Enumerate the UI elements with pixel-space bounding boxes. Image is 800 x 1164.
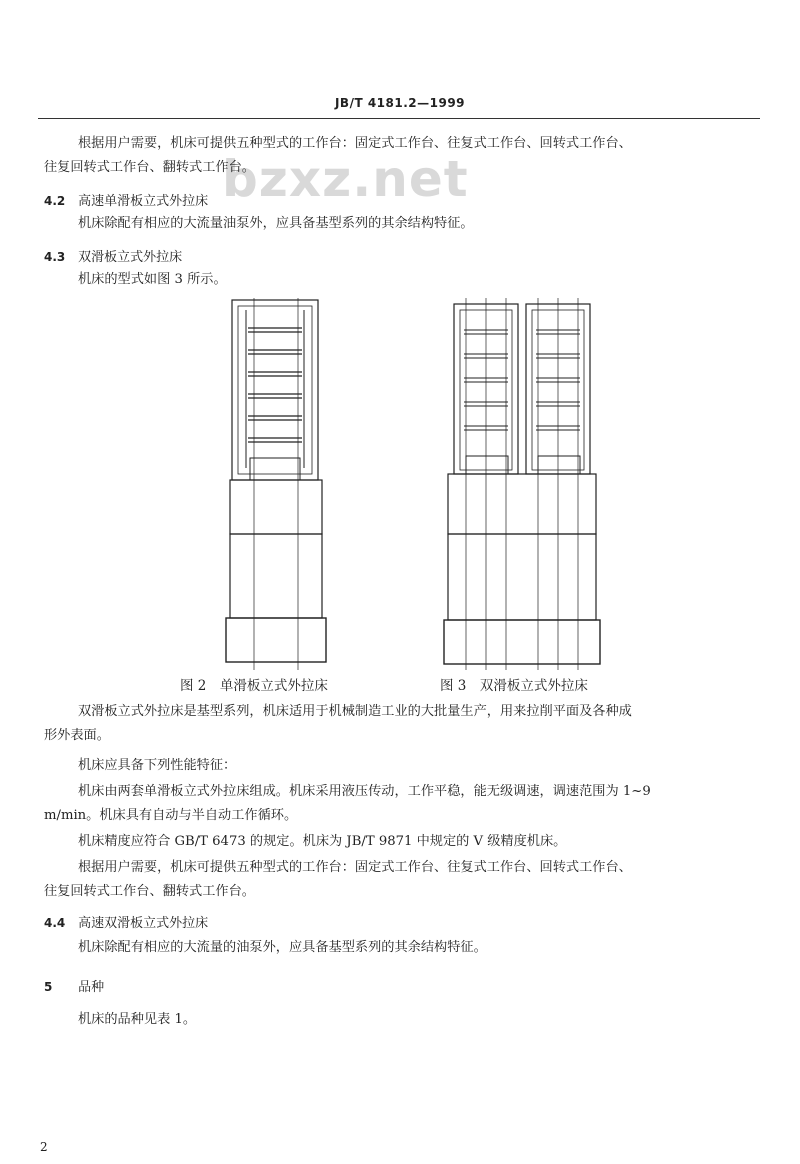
column-frame: [232, 300, 318, 480]
watermark: bzxz.net: [222, 150, 469, 208]
paragraph-composition-line1: 机床由两套单滑板立式外拉床组成。机床采用液压传动，工作平稳，能无级调速，调速范围为 1~9: [78, 784, 651, 799]
tool-slots: [248, 328, 302, 442]
paragraph-features-intro: 机床应具备下列性能特征：: [78, 758, 237, 773]
paragraph-description-line1: 双滑板立式外拉床是基型系列，机床适用于机械制造工业的大批量生产，用来拉削平面及各种成: [78, 704, 632, 719]
header-rule: [38, 118, 760, 119]
base: [226, 618, 326, 662]
upper-bed: [230, 480, 322, 534]
paragraph-4-2-body: 机床除配有相应的大流量油泵外，应具备基型系列的其余结构特征。: [78, 216, 474, 231]
lower-bed: [230, 534, 322, 618]
paragraph-description-line2: 形外表面。: [44, 728, 110, 743]
section-title: 高速单滑板立式外拉床: [78, 194, 209, 209]
paragraph-composition-line2: m/min。机床具有自动与半自动工作循环。: [44, 808, 298, 823]
page-header: JB/T 4181.2—1999: [334, 96, 466, 110]
lower-bed: [448, 534, 596, 620]
paragraph-4-4-body: 机床除配有相应的大流量的油泵外，应具备基型系列的其余结构特征。: [78, 940, 487, 955]
section-5-heading: [44, 976, 104, 995]
paragraph-worktable-line1: 根据用户需要，机床可提供五种型式的工作台：固定式工作台、往复式工作台、回转式工作台、: [78, 136, 632, 151]
paragraph-worktable2-line2: 往复回转式工作台、翻转式工作台。: [44, 884, 255, 899]
section-title: 双滑板立式外拉床: [78, 250, 183, 265]
section-title: 高速双滑板立式外拉床: [78, 916, 209, 931]
base: [444, 620, 600, 664]
figure-3-drawing: [440, 298, 604, 670]
paragraph-figure-reference: 机床的型式如图 3 所示。: [78, 272, 227, 287]
paragraph-varieties: 机床的品种见表 1。: [78, 1012, 197, 1027]
section-number: 4.3: [44, 250, 66, 264]
page-number: 2: [40, 1140, 48, 1154]
figure-2-caption: 图 2 单滑板立式外拉床: [180, 678, 328, 694]
section-number: 5: [44, 980, 53, 994]
section-number: 4.2: [44, 194, 66, 208]
paragraph-worktable2-line1: 根据用户需要，机床可提供五种型式的工作台：固定式工作台、往复式工作台、回转式工作台、: [78, 860, 632, 875]
section-title: 品种: [78, 980, 105, 995]
paragraph-accuracy: 机床精度应符合 GB/T 6473 的规定。机床为 JB/T 9871 中规定的 V 级精度机床。: [78, 834, 567, 849]
section-4-4-heading: [44, 912, 208, 931]
section-number: 4.4: [44, 916, 66, 930]
paragraph-worktable-line2: 往复回转式工作台、翻转式工作台。: [44, 160, 255, 175]
section-4-2-heading: [44, 190, 208, 209]
figure-2-drawing: [220, 298, 332, 670]
section-4-3-heading: [44, 246, 182, 265]
upper-bed: [448, 474, 596, 534]
figure-3-caption: 图 3 双滑板立式外拉床: [440, 678, 588, 694]
